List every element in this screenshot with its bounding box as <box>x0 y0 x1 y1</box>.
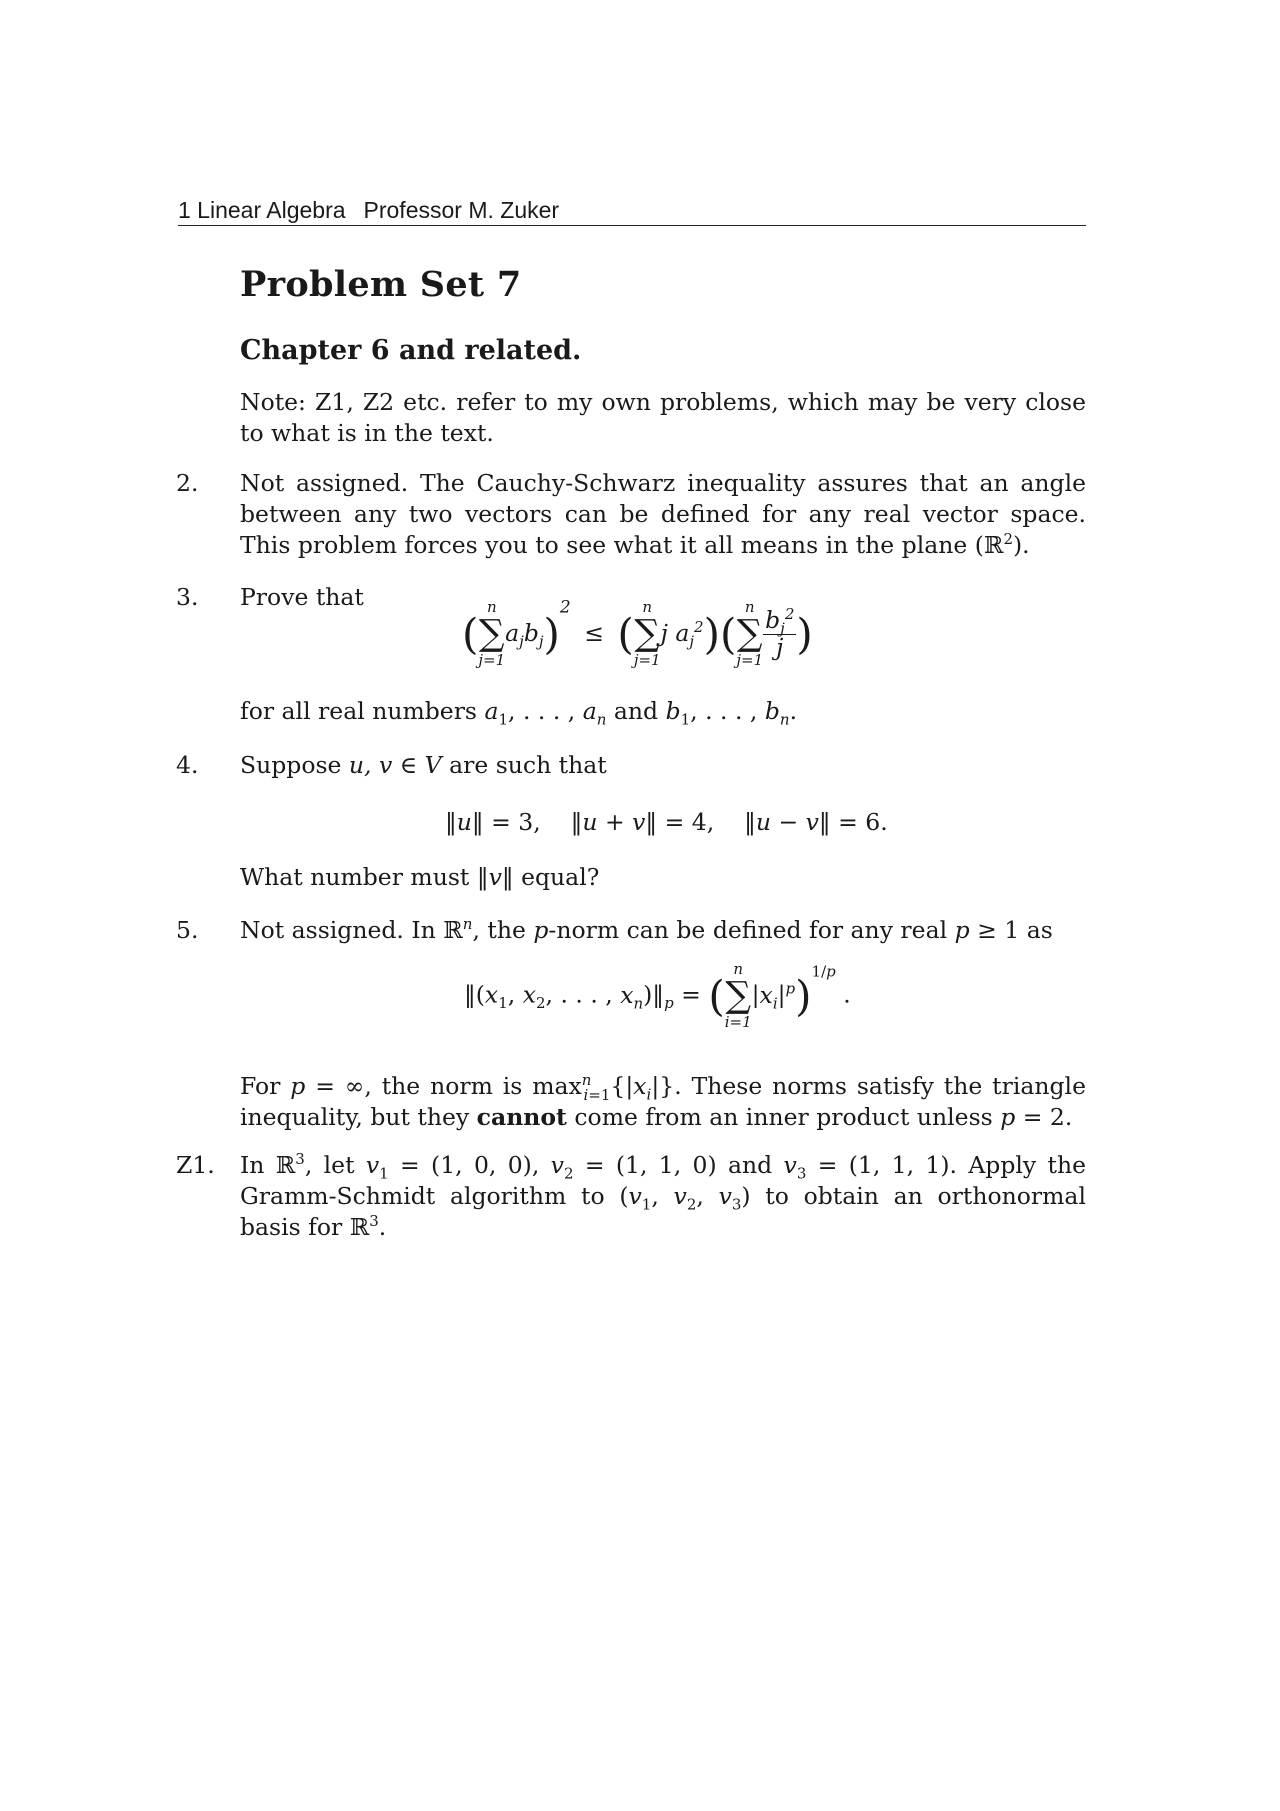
problem-5-text-b: , the <box>472 916 526 944</box>
problem-4-question-b: equal? <box>521 863 600 891</box>
note-paragraph: Note: Z1, Z2 etc. refer to my own problems, which may be very close to what is in the text. <box>240 388 1086 447</box>
problem-z1-text-b: , let <box>304 1151 355 1179</box>
problem-number: Z1. <box>176 1151 215 1179</box>
norm-equations: ‖u‖ = 3, ‖u + v‖ = 4, ‖u − v‖ = 6. <box>445 808 888 836</box>
course-name: 1 Linear Algebra <box>178 197 346 223</box>
problem-5-after-c: . These norms satisfy the triangle inequality, but they <box>240 1072 1086 1131</box>
problem-z1-text-c: and <box>727 1151 773 1179</box>
problem-3-after: for all real numbers $a_1$, . . . , $a_n$ and $b_1$, . . . , $b_n$. <box>240 697 798 729</box>
problem-number: 4. <box>176 751 199 779</box>
problem-2-text: Not assigned. The Cauchy-Schwarz inequality assures that an angle between any two vectors can be defined for any real vector space. This problem forces you to see what it all means in the plane (ℝ$^2$). <box>240 469 1086 559</box>
problem-number: 3. <box>176 583 199 611</box>
problem-5-text: Not assigned. In ℝ$^n$, the p-norm can be defined for any real p ≥ 1 as <box>240 915 1053 944</box>
cauchy-schwarz-equation: ( n ∑ j=1 $a_jb_j)^2$ ≤ ( n ∑ j=1 j $a_j^2$)( n ∑ j=1 $\frac{b_j^2}{j}$ ) <box>462 597 813 669</box>
running-header <box>178 196 1086 226</box>
problem-3-after-text: for all real numbers <box>240 697 477 725</box>
problem-4-intro-b: are such that <box>449 751 607 779</box>
problem-4-intro: Suppose u, v ∈ V are such that <box>240 751 607 779</box>
problem-2-body: Not assigned. The Cauchy-Schwarz inequality assures that an angle between any two vectors can be defined for any real vector space. This problem forces you to see what it all means in the plane ( <box>240 469 1086 559</box>
emphasis-cannot: cannot <box>476 1103 567 1131</box>
problem-number: 2. <box>176 469 199 497</box>
p-norm-equation: $‖(x_1$, $x_2$, . . . , $x_n)‖_p$ = ( n ∑ i=1 $|x_i|^p)^{1/p}$ . <box>464 960 851 1031</box>
professor-name: Professor M. Zuker <box>363 197 560 223</box>
problem-z1-text: In ℝ$^3$, let $v_1 = (1$, 0, 0), $v_2 = (1$, 1, 0) and $v_3 = (1$, 1, 1). Apply the Gramm-Schmidt algorithm to ($v_1$, $v_2$, $v_3$) to obtain an orthonormal basis for ℝ$^3$. <box>240 1150 1087 1241</box>
problem-5-text-d: as <box>1026 916 1053 944</box>
problem-5-after-b: , the norm is <box>364 1072 523 1100</box>
problem-5-after-a: For <box>240 1072 281 1100</box>
problem-z1-text-a: In <box>240 1151 265 1179</box>
problem-2-end: ). <box>1013 531 1030 559</box>
page-title: Problem Set 7 <box>240 264 522 305</box>
problem-4-intro-a: Suppose <box>240 751 342 779</box>
problem-5-text-c: -norm can be defined for any real <box>548 916 948 944</box>
problem-z1-text-e: to obtain an orthonormal basis for <box>240 1182 1086 1241</box>
problem-5-after: For p = ∞, the norm is $\max^n_{i=1}\{|x_i|\}$. These norms satisfy the triangle inequality, but they cannot come from an inner product unless p = 2. <box>240 1071 1086 1131</box>
problem-4-question: What number must ‖v‖ equal? <box>240 863 600 891</box>
section-subtitle: Chapter 6 and related. <box>240 335 582 366</box>
problem-4-question-a: What number must <box>240 863 470 891</box>
problem-5-after-d: come from an inner product unless <box>574 1103 993 1131</box>
problem-5-text-a: Not assigned. In <box>240 916 436 944</box>
problem-z1-text-d: . Apply the Gramm-Schmidt algorithm to <box>240 1151 1087 1210</box>
problem-number: 5. <box>176 916 199 944</box>
problem-3-intro: Prove that <box>240 583 364 611</box>
